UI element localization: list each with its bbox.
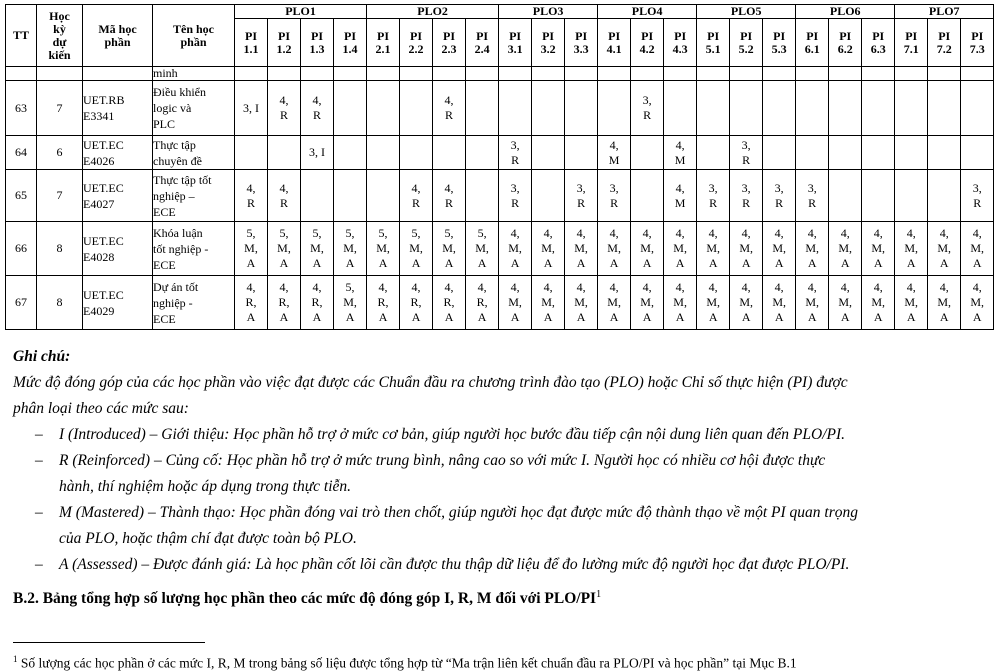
cell-hoc-ky: 8: [37, 222, 83, 276]
header-plo7: PLO7: [895, 5, 994, 19]
pi-cell: [730, 81, 763, 136]
pi-cell: 4, M, A: [829, 276, 862, 330]
pi-cell: 4, M, A: [565, 222, 598, 276]
pi-cell: [499, 67, 532, 81]
pi-cell: 4, M, A: [763, 222, 796, 276]
cell-ma-hoc-phan: [83, 67, 153, 81]
pi-cell: 5, M, A: [466, 222, 499, 276]
header-plo4: PLO4: [598, 5, 697, 19]
pi-cell: [697, 136, 730, 170]
pi-cell: 3, R: [631, 81, 664, 136]
pi-cell: [829, 136, 862, 170]
cell-ten-hoc-phan: Thực tập tốt nghiệp – ECE: [153, 170, 235, 222]
dash-bullet: –: [35, 452, 43, 469]
pi-cell: [796, 136, 829, 170]
pi-cell: 5, M, A: [367, 222, 400, 276]
table-row: [6, 136, 994, 170]
pi-cell: [961, 67, 994, 81]
pi-cell: 4, M, A: [664, 222, 697, 276]
pi-cell: [466, 67, 499, 81]
pi-cell: [895, 67, 928, 81]
note-item-mastered: – M (Mastered) – Thành thạo: Học phần đóng vai trò then chốt, giúp người học đạt được mức độ thành thạo về một PI quan trọng của PLO, hoặc thậm chí đạt được toàn bộ PLO.: [13, 500, 993, 552]
pi-cell: 4, R, A: [400, 276, 433, 330]
header-pi-7-3: PI 7.3: [961, 19, 994, 67]
header-ma-hoc-phan: Mã học phần: [83, 5, 153, 67]
notes-block: [13, 344, 993, 578]
pi-cell: [367, 170, 400, 222]
header-hoc-ky: Học kỳ dự kiến: [37, 5, 83, 67]
pi-cell: [565, 81, 598, 136]
section-heading-b2: B.2. Bảng tổng hợp số lượng học phần theo các mức độ đóng góp I, R, M đối với PLO/$PI^1$: [13, 589, 602, 608]
pi-cell: 4, R, A: [235, 276, 268, 330]
header-plo2: PLO2: [367, 5, 499, 19]
pi-cell: 4, M, A: [829, 222, 862, 276]
pi-cell: [763, 81, 796, 136]
pi-cell: [235, 136, 268, 170]
note-item-introduced: – I (Introduced) – Giới thiệu: Học phần hỗ trợ ở mức cơ bản, giúp người học bước đầu tiếp cận nội dung liên quan đến PLO/PI.: [13, 422, 993, 448]
note-item-reinforced: – R (Reinforced) – Củng cố: Học phần hỗ trợ ở mức trung bình, nâng cao so với mức I. Người học có nhiều cơ hội được thực hành, thí nghiệm hoặc áp dụng trong thực tiễn.: [13, 448, 993, 500]
pi-cell: [928, 136, 961, 170]
pi-cell: 3, R: [565, 170, 598, 222]
cell-hoc-ky: [37, 67, 83, 81]
cell-ma-hoc-phan: UET.EC E4026: [83, 136, 153, 170]
header-pi-7-1: PI 7.1: [895, 19, 928, 67]
header-pi-1-4: PI 1.4: [334, 19, 367, 67]
header-pi-4-3: PI 4.3: [664, 19, 697, 67]
pi-cell: 4, M, A: [532, 276, 565, 330]
pi-cell: [433, 136, 466, 170]
cell-ma-hoc-phan: UET.EC E4027: [83, 170, 153, 222]
pi-cell: 4, M, A: [730, 222, 763, 276]
cell-tt: 65: [6, 170, 37, 222]
pi-cell: [961, 81, 994, 136]
pi-cell: [631, 170, 664, 222]
cell-ten-hoc-phan: minh: [153, 67, 235, 81]
pi-cell: [928, 170, 961, 222]
pi-cell: 3, R: [697, 170, 730, 222]
note-item-assessed: – A (Assessed) – Được đánh giá: Là học phần cốt lõi cần được thu thập dữ liệu để đo lường mức độ người học đạt được PLO/PI.: [13, 552, 993, 578]
pi-cell: 4, M, A: [862, 222, 895, 276]
pi-cell: 5, M, A: [235, 222, 268, 276]
pi-cell: [598, 81, 631, 136]
pi-cell: [895, 170, 928, 222]
pi-cell: [862, 81, 895, 136]
pi-cell: 3, R: [499, 170, 532, 222]
pi-cell: [400, 136, 433, 170]
pi-cell: 4, M, A: [697, 222, 730, 276]
footnote-mark: 1: [13, 654, 18, 664]
pi-cell: [268, 136, 301, 170]
pi-cell: [268, 67, 301, 81]
pi-cell: 4, M: [598, 136, 631, 170]
pi-cell: 4, R: [433, 170, 466, 222]
pi-cell: [367, 81, 400, 136]
pi-cell: [532, 136, 565, 170]
cell-tt: [6, 67, 37, 81]
pi-cell: [862, 136, 895, 170]
pi-cell: 4, M: [664, 136, 697, 170]
cell-hoc-ky: 7: [37, 81, 83, 136]
pi-cell: [532, 170, 565, 222]
pi-cell: 4, M, A: [895, 222, 928, 276]
pi-cell: 4, M, A: [499, 222, 532, 276]
pi-cell: [400, 81, 433, 136]
header-pi-5-3: PI 5.3: [763, 19, 796, 67]
header-pi-4-2: PI 4.2: [631, 19, 664, 67]
pi-cell: [862, 170, 895, 222]
pi-cell: 3, R: [499, 136, 532, 170]
pi-cell: [565, 136, 598, 170]
cell-ma-hoc-phan: UET.EC E4028: [83, 222, 153, 276]
pi-cell: 3, I: [235, 81, 268, 136]
pi-cell: 4, R, A: [433, 276, 466, 330]
pi-cell: [895, 81, 928, 136]
pi-cell: 5, M, A: [400, 222, 433, 276]
header-plo6: PLO6: [796, 5, 895, 19]
cell-ma-hoc-phan: UET.EC E4029: [83, 276, 153, 330]
pi-cell: [928, 67, 961, 81]
pi-cell: [631, 67, 664, 81]
pi-cell: 3, R: [598, 170, 631, 222]
pi-cell: [334, 136, 367, 170]
cell-tt: 64: [6, 136, 37, 170]
cell-ma-hoc-phan: UET.RB E3341: [83, 81, 153, 136]
header-pi-5-2: PI 5.2: [730, 19, 763, 67]
pi-cell: 5, M, A: [268, 222, 301, 276]
pi-cell: 5, M, A: [433, 222, 466, 276]
pi-cell: 4, M: [664, 170, 697, 222]
cell-ten-hoc-phan: Khóa luận tốt nghiệp - ECE: [153, 222, 235, 276]
pi-cell: 4, M, A: [631, 276, 664, 330]
pi-cell: 4, R: [400, 170, 433, 222]
pi-cell: 4, M, A: [598, 276, 631, 330]
header-pi-7-2: PI 7.2: [928, 19, 961, 67]
pi-cell: [664, 67, 697, 81]
pi-cell: [565, 67, 598, 81]
plo-pi-matrix-table: [5, 4, 994, 330]
cell-tt: 67: [6, 276, 37, 330]
pi-cell: [895, 136, 928, 170]
header-pi-4-1: PI 4.1: [598, 19, 631, 67]
pi-cell: 3, R: [730, 170, 763, 222]
pi-cell: 4, M, A: [763, 276, 796, 330]
pi-cell: 4, R: [433, 81, 466, 136]
pi-cell: 4, R: [268, 81, 301, 136]
pi-cell: [829, 67, 862, 81]
pi-cell: 4, R: [268, 170, 301, 222]
notes-intro-line-1: Mức độ đóng góp của các học phần vào việc đạt được các Chuẩn đầu ra chương trình đào tạo (PLO) hoặc Chỉ số thực hiện (PI) được: [13, 374, 848, 391]
header-ten-hoc-phan: Tên học phần: [153, 5, 235, 67]
pi-cell: 4, R, A: [466, 276, 499, 330]
pi-cell: [466, 136, 499, 170]
pi-cell: 4, R, A: [301, 276, 334, 330]
pi-cell: 4, M, A: [598, 222, 631, 276]
pi-cell: 3, R: [961, 170, 994, 222]
pi-cell: [466, 170, 499, 222]
pi-cell: 5, M, A: [334, 276, 367, 330]
pi-cell: [862, 67, 895, 81]
header-tt: TT: [6, 5, 37, 67]
pi-cell: [334, 81, 367, 136]
cell-hoc-ky: 7: [37, 170, 83, 222]
pi-cell: 4, M, A: [928, 276, 961, 330]
pi-cell: [763, 67, 796, 81]
pi-cell: [367, 67, 400, 81]
cell-ten-hoc-phan: Điều khiển logic và PLC: [153, 81, 235, 136]
pi-cell: 4, M, A: [499, 276, 532, 330]
pi-cell: [631, 136, 664, 170]
cell-tt: 63: [6, 81, 37, 136]
header-pi-3-3: PI 3.3: [565, 19, 598, 67]
header-pi-1-1: PI 1.1: [235, 19, 268, 67]
pi-cell: [334, 67, 367, 81]
cell-ten-hoc-phan: Thực tập chuyên đề: [153, 136, 235, 170]
pi-cell: 5, M, A: [334, 222, 367, 276]
pi-cell: 4, R: [235, 170, 268, 222]
pi-cell: 4, R, A: [367, 276, 400, 330]
pi-cell: [334, 170, 367, 222]
header-pi-1-2: PI 1.2: [268, 19, 301, 67]
pi-cell: [235, 67, 268, 81]
header-pi-5-1: PI 5.1: [697, 19, 730, 67]
pi-cell: [928, 81, 961, 136]
pi-cell: [697, 81, 730, 136]
header-pi-3-1: PI 3.1: [499, 19, 532, 67]
header-pi-2-3: PI 2.3: [433, 19, 466, 67]
pi-cell: 4, M, A: [532, 222, 565, 276]
pi-cell: [301, 67, 334, 81]
cell-hoc-ky: 8: [37, 276, 83, 330]
pi-cell: [961, 136, 994, 170]
pi-cell: 4, M, A: [895, 276, 928, 330]
header-plo5: PLO5: [697, 5, 796, 19]
pi-cell: 4, M, A: [796, 276, 829, 330]
pi-cell: 3, R: [796, 170, 829, 222]
pi-cell: 4, M, A: [796, 222, 829, 276]
pi-cell: 4, M, A: [697, 276, 730, 330]
header-pi-2-2: PI 2.2: [400, 19, 433, 67]
header-pi-6-3: PI 6.3: [862, 19, 895, 67]
pi-cell: 3, I: [301, 136, 334, 170]
pi-cell: 4, M, A: [664, 276, 697, 330]
pi-cell: [697, 67, 730, 81]
pi-cell: 4, R, A: [268, 276, 301, 330]
table-row: [6, 276, 994, 330]
header-pi-1-3: PI 1.3: [301, 19, 334, 67]
pi-cell: [466, 81, 499, 136]
pi-cell: [499, 81, 532, 136]
pi-cell: [598, 67, 631, 81]
header-plo3: PLO3: [499, 5, 598, 19]
footnote-separator: [13, 642, 205, 643]
pi-cell: [829, 170, 862, 222]
pi-cell: [796, 67, 829, 81]
header-plo1: PLO1: [235, 5, 367, 19]
cell-hoc-ky: 6: [37, 136, 83, 170]
footnote: [13, 654, 797, 672]
footnote-text: Số lượng các học phần ở các mức I, R, M trong bảng số liệu được tổng hợp từ “Ma trận liên kết chuẩn đầu ra PLO/PI và học phần” tại Mục B.1: [17, 655, 797, 671]
notes-intro-line-2: phân loại theo các mức sau:: [13, 400, 189, 417]
pi-cell: [664, 81, 697, 136]
header-pi-6-1: PI 6.1: [796, 19, 829, 67]
pi-cell: [829, 81, 862, 136]
pi-cell: 4, M, A: [862, 276, 895, 330]
cell-ten-hoc-phan: Dự án tốt nghiệp - ECE: [153, 276, 235, 330]
pi-cell: [730, 67, 763, 81]
pi-cell: 4, R: [301, 81, 334, 136]
pi-cell: [433, 67, 466, 81]
pi-cell: 4, M, A: [631, 222, 664, 276]
pi-cell: [532, 67, 565, 81]
pi-cell: 5, M, A: [301, 222, 334, 276]
header-pi-3-2: PI 3.2: [532, 19, 565, 67]
pi-cell: [400, 67, 433, 81]
header-pi-6-2: PI 6.2: [829, 19, 862, 67]
pi-cell: 3, R: [730, 136, 763, 170]
pi-cell: 4, M, A: [961, 276, 994, 330]
table-row: [6, 222, 994, 276]
pi-cell: 3, R: [763, 170, 796, 222]
pi-cell: [301, 170, 334, 222]
dash-bullet: –: [35, 426, 43, 443]
pi-cell: 4, M, A: [961, 222, 994, 276]
pi-cell: 4, M, A: [928, 222, 961, 276]
notes-title: Ghi chú:: [13, 348, 71, 365]
table-row: [6, 81, 994, 136]
pi-cell: 4, M, A: [730, 276, 763, 330]
header-pi-2-4: PI 2.4: [466, 19, 499, 67]
cell-tt: 66: [6, 222, 37, 276]
pi-cell: [367, 136, 400, 170]
header-pi-2-1: PI 2.1: [367, 19, 400, 67]
pi-cell: [796, 81, 829, 136]
dash-bullet: –: [35, 556, 43, 573]
dash-bullet: –: [35, 504, 43, 521]
footnote-reference[interactable]: 1: [596, 589, 602, 600]
table-row: [6, 170, 994, 222]
pi-cell: 4, M, A: [565, 276, 598, 330]
pi-cell: [532, 81, 565, 136]
pi-cell: [763, 136, 796, 170]
